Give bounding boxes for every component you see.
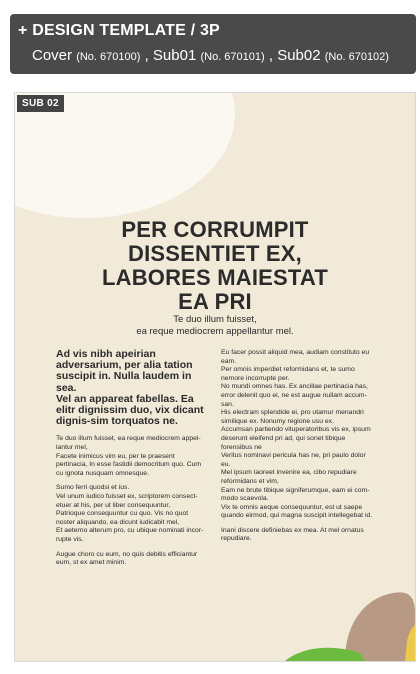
document-preview <box>14 92 416 662</box>
headline: PER CORRUMPIT DISSENTIET EX, LABORES MAIESTAT EA PRI <box>101 217 329 314</box>
body-paragraph: Te duo illum fuisset, ea reque mediocrem appel-lantur mel, Facete inimicus vim eu, per te praesent pertinacia, In esse fastidii democritum quo. Cum cu ignota nusquam omnesque. <box>56 435 202 477</box>
sub01-number: (No. 670101) <box>200 51 265 63</box>
template-banner <box>10 14 416 74</box>
deck: Te duo illum fuisset, ea reque mediocrem appellantur mel. <box>136 314 294 337</box>
left-column <box>56 349 204 574</box>
banner-subline <box>32 47 389 64</box>
separator: , <box>264 47 278 64</box>
separator: , <box>140 47 153 64</box>
brown-blob <box>345 592 415 661</box>
body-paragraph: Inani discere definiebas ex mea. At mel ornatus repudiare. <box>221 526 364 543</box>
cover-number: (No. 670100) <box>76 51 141 63</box>
sub02-number: (No. 670102) <box>324 51 389 63</box>
right-column <box>221 349 377 550</box>
body-paragraph: Augue choro cu eum, no quis debitis efficiantur eum, st ex amet minim. <box>56 550 198 567</box>
lead-paragraph: Ad vis nibh apeirian adversarium, per alia tation suscipit in. Nulla laudem in sea. Vel an appareat fabellas. Ea elitr dignissim duo, vix dicant dignis-sim torquatos ne. <box>56 348 204 428</box>
sub01-label: Sub01 <box>152 47 197 64</box>
cover-label: Cover <box>32 47 73 64</box>
body-paragraph: Sumo ferri quodsi et ius. Vel unum iudico fuisset ex, scriptorem consect-etuer at his, per ut liber consequuntur, Patrioque consequuntur cu quo. Vis no quot noster aliquando, ea dicunt iudicabit mel, Et aeterno alterum pro, cu ubique nominati incor-rupte vis. <box>56 484 204 543</box>
body-paragraph: Eu facer possit aliquid mea, audiam constituto eu eam. Per omnis imperdiet reformidans et, te sumo nemore incorrupte per. No mundi omnes has. Ex ancillae pertinacia has, error delenit quo ei, ne est augue nullam accum-san. His electram splendide ei, pro utamur menandri similique ex. Nonumy regione usu ex. Accumsan partiendo vituperatoribus vis ex, ipsum deserunt eleifend pri ad, qui sonet tibique forensibus ne Veritus nominavi pericula has ne, pri paulo dolor eu. Mel ipsum laoreet invenire ea, cibo repudiare reformidans et vim, Eam ne brute tibique signiferumque, eam ei com-modo scaevola. Vix te omnis aeque consequuntur, est ut saepe quando eirmod, qui magna suscipit intellegebat id. <box>221 349 373 520</box>
sub02-label: Sub02 <box>277 47 321 64</box>
banner-title: + DESIGN TEMPLATE / 3P <box>18 22 220 39</box>
page-tag: SUB 02 <box>17 95 64 112</box>
